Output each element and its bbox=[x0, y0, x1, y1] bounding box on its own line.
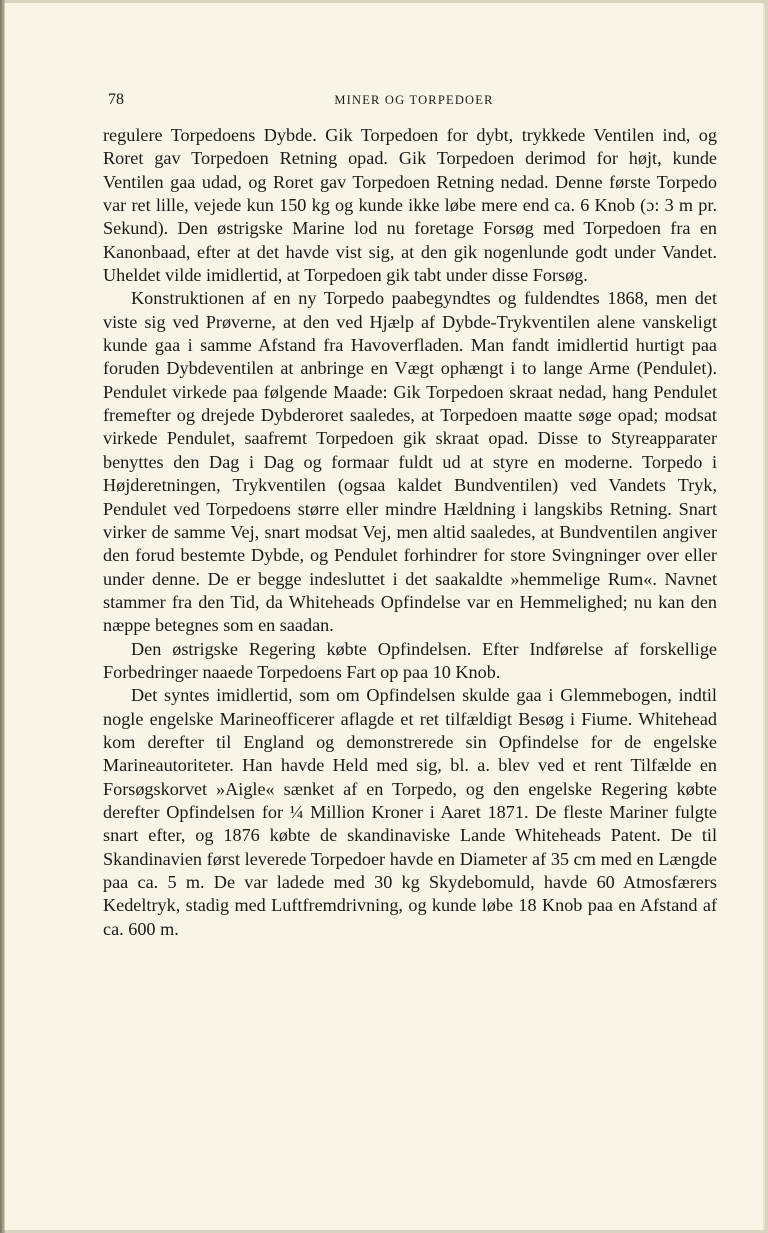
paragraph-continued: regulere Torpedoens Dybde. Gik Torpedoen for dybt, trykkede Ventilen ind, og Roret gav Torpedoen Retning opad. Gik Torpedoen derimod for højt, kunde Ventilen gaa udad, og Roret gav Torpedoen Retning nedad. Denne første Torpedo var ret lille, vejede kun 150 kg og kunde ikke løbe mere end ca. 6 Knob (ɔ: 3 m pr. Sekund). Den østrigske Marine lod nu foretage Forsøg med Torpedoen fra en Kanonbaad, efter at det havde vist sig, at den gik nogenlunde godt under Vandet. Uheldet vilde imidlertid, at Torpedoen gik tabt under disse Forsøg. bbox=[103, 125, 717, 286]
body-text bbox=[103, 124, 717, 941]
paragraph-construction: Konstruktionen af en ny Torpedo paabegyndtes og fuldendtes 1868, men det viste sig ved Prøverne, at den ved Hjælp af Dybde-Trykventilen alene vanskeligt kunde gaa i samme Afstand fra Havoverfladen. Man fandt imidlertid hurtigt paa foruden Dybdeventilen at anbringe en Vægt ophængt i to lange Arme (Pendulet). Pendulet virkede paa følgende Maade: Gik Torpedoen skraat nedad, hang Pendulet fremefter og drejede Dybderoret saaledes, at Torpedoen maatte søge opad; modsat virkede Pendulet, saafremt Torpedoen gik skraat opad. Disse to Styreapparater benyttes den Dag i Dag og formaar fuldt ud at styre en moderne. Torpedo i Højderetningen, Trykventilen (ogsaa kaldet Bundventilen) ved Vandets Tryk, Pendulet ved Torpedoens større eller mindre Hældning i langskibs Retning. Snart virker de samme Vej, snart modsat Vej, men altid saaledes, at Bundventilen angiver den forud bestemte Dybde, og Pendulet forhindrer for store Svingninger over eller under denne. De er begge indesluttet i det saakaldte »hemmelige Rum«. Navnet stammer fra den Tid, da Whiteheads Opfindelse var en Hemmelighed; nu kan den næppe betegnes som en saadan. bbox=[103, 288, 717, 636]
running-title: MINER OG TORPEDOER bbox=[334, 93, 494, 107]
page-number: 78 bbox=[108, 91, 124, 108]
page-header bbox=[104, 91, 724, 113]
paragraph-england: Det syntes imidlertid, som om Opfindelsen skulde gaa i Glemmebogen, indtil nogle engelske Marineofficerer aflagde et ret tilfældigt Besøg i Fiume. Whitehead kom derefter til England og demonstrerede sin Opfindelse for de engelske Marineautoriteter. Han havde Held med sig, bl. a. blev ved et rent Tilfælde en Forsøgskorvet »Aigle« sænket af en Torpedo, og den engelske Regering købte derefter Opfindelsen for ¼ Million Kroner i Aaret 1871. De fleste Mariner fulgte snart efter, og 1876 købte de skandinaviske Lande Whiteheads Patent. De til Skandinavien først leverede Torpedoer havde en Diameter af 35 cm med en Længde paa ca. 5 m. De var ladede med 30 kg Skydebomuld, havde 60 Atmosfærers Kedeltryk, stadig med Luftfremdrivning, og kunde løbe 18 Knob paa en Afstand af ca. 600 m. bbox=[103, 685, 717, 939]
paragraph-purchase: Den østrigske Regering købte Opfindelsen. Efter Indførelse af forskellige Forbedringer naaede Torpedoens Fart op paa 10 Knob. bbox=[103, 638, 717, 682]
